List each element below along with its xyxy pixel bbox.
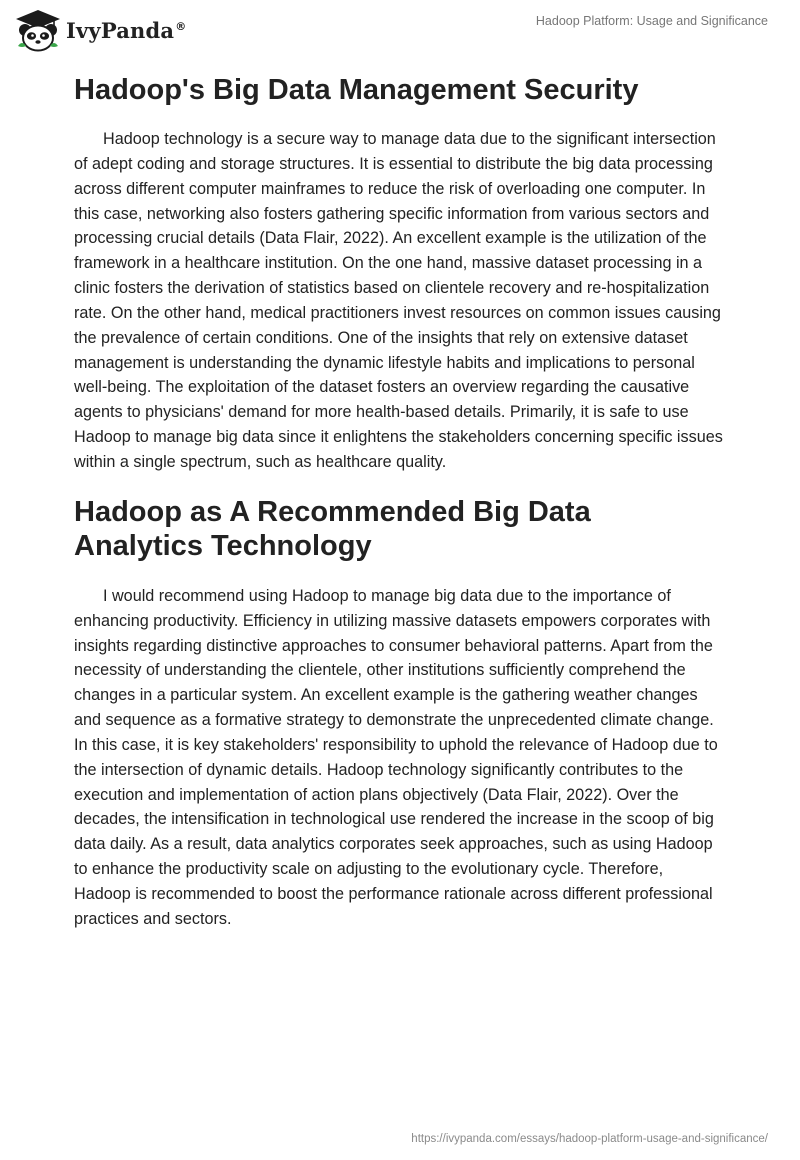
panda-graduation-cap-icon bbox=[14, 8, 62, 52]
running-title: Hadoop Platform: Usage and Significance bbox=[535, 14, 768, 28]
essay-content bbox=[74, 70, 724, 932]
section-heading-recommended: Hadoop as A Recommended Big Data Analytics Technology bbox=[74, 495, 591, 562]
logo-wordmark: IvyPanda® bbox=[66, 17, 187, 43]
page-header bbox=[0, 0, 800, 60]
section-paragraph-security: Hadoop technology is a secure way to manage data due to the significant intersection of adept coding and storage structures. It is essential to distribute the big data processing across different computer mainframes to reduce the risk of overloading one computer. In this case, networking also fosters gathering specific information from various sectors and processing crucial details (Data Flair, 2022). An excellent example is the utilization of the framework in a healthcare institution. On the one hand, massive dataset processing in a clinic fosters the derivation of statistics based on clientele recovery and re-hospitalization rate. On the other hand, medical practitioners invest resources on common issues causing the prevalence of certain conditions. One of the insights that rely on extensive dataset management is understanding the dynamic lifestyle habits and implications to personal well-being. The exploitation of the dataset fosters an overview regarding the causative agents to physicians' demand for more health-based details. Primarily, it is safe to use Hadoop to manage big data since it enlightens the stakeholders concerning specific issues within a single spectrum, such as healthcare quality. bbox=[74, 130, 723, 471]
ivypanda-logo[interactable] bbox=[14, 8, 186, 52]
registered-mark: ® bbox=[175, 19, 187, 33]
source-url-link[interactable]: https://ivypanda.com/essays/hadoop-platform-usage-and-significance/ bbox=[411, 1133, 768, 1145]
section-paragraph-recommended: I would recommend using Hadoop to manage big data due to the importance of enhancing productivity. Efficiency in utilizing massive datasets empowers corporates with insights regarding distinctive approaches to consumer behavioral patterns. Apart from the necessity of understanding the clientele, other institutions sufficiently comprehend the changes in a particular system. An excellent example is the gathering weather changes and sequence as a formative strategy to demonstrate the unprecedented climate change. In this case, it is key stakeholders' responsibility to uphold the relevance of Hadoop due to the intersection of dynamic details. Hadoop technology significantly contributes to the execution and implementation of action plans objectively (Data Flair, 2022). Over the decades, the intensification in technological use rendered the increase in the scoop of big data daily. As a result, data analytics corporates seek approaches, such as using Hadoop to enhance the productivity scale on adjusting to the evolutionary cycle. Therefore, Hadoop is recommended to boost the performance rationale across different professional practices and sectors. bbox=[74, 586, 718, 928]
section-heading-security: Hadoop's Big Data Management Security bbox=[74, 74, 639, 106]
